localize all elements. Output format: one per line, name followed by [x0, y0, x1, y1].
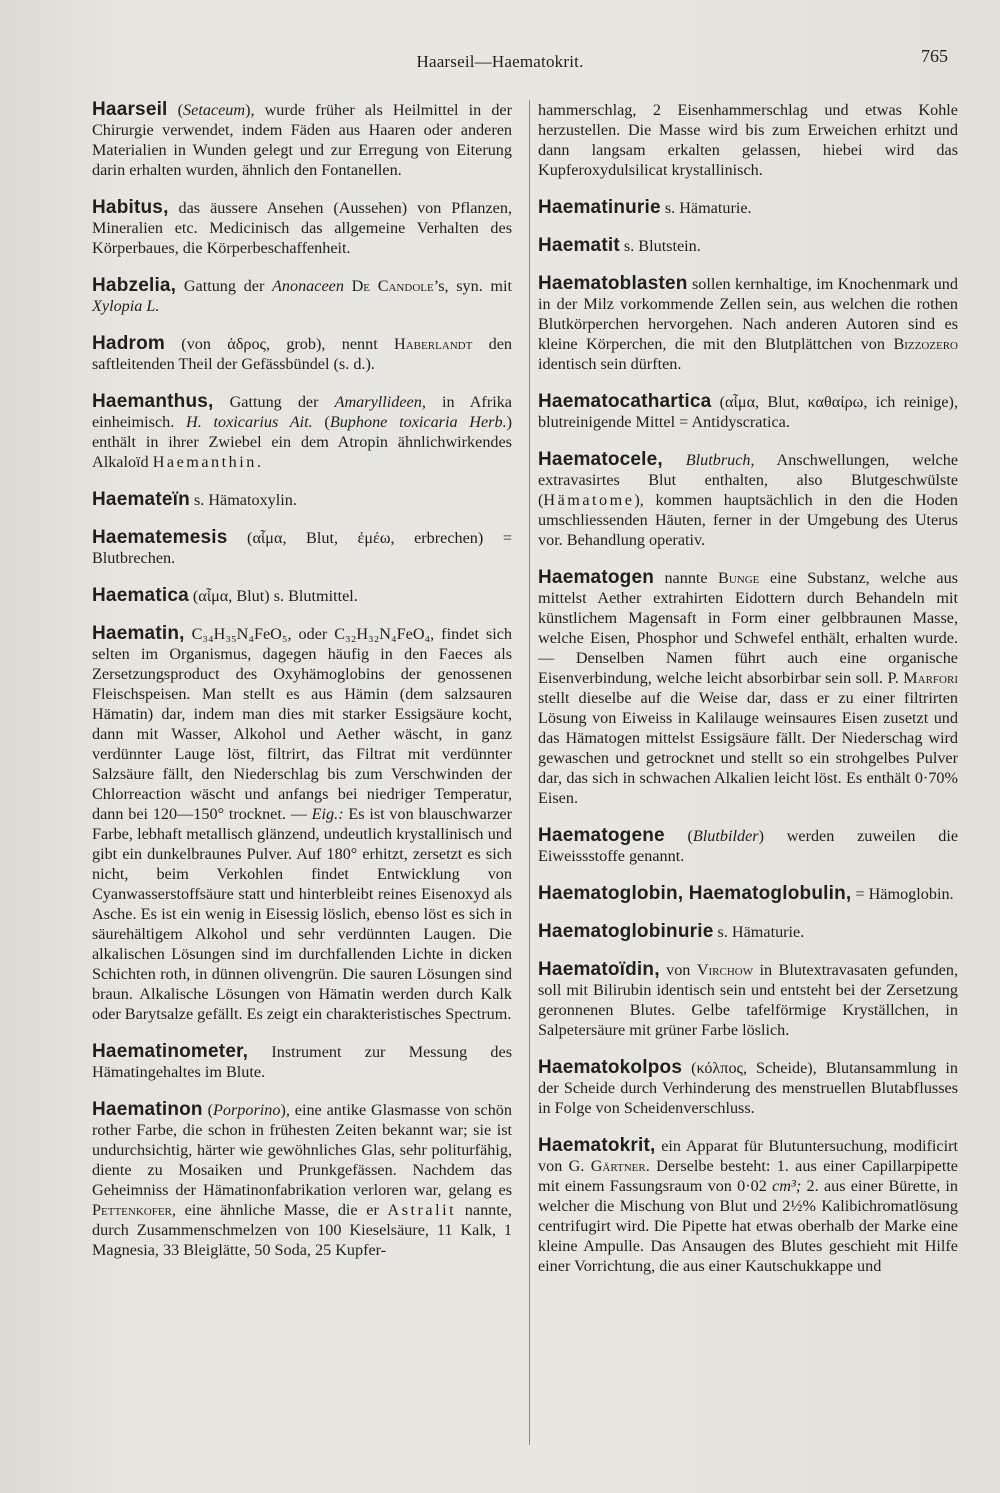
entry-emphasis: Porporino	[213, 1101, 281, 1119]
entry-emphasis: Haemanthin.	[152, 453, 264, 471]
dictionary-entry	[538, 236, 958, 256]
entry-headword: Haematoglobinurie	[538, 921, 714, 942]
entry-emphasis: G. Gärtner.	[568, 1157, 650, 1175]
entry-headword: Haematoïdin,	[538, 959, 660, 980]
entry-headword: Haematinometer,	[92, 1041, 249, 1062]
dictionary-entry	[92, 392, 512, 472]
entry-text: (	[167, 101, 184, 119]
entry-text: (αἷμα, Blut) s. Blutmittel.	[188, 587, 358, 605]
entry-text: Es ist von blauschwarzer Farbe, lebhaft metallisch glänzend, undeutlich krystallinisch und gibt ein dunkelbraunes Pulver. Auf 180° erhitzt, zersetzt es sich nicht, beim Verkohlen findet Entwicklung von Cyanwasserstoffsäure statt und hinterbleibt reines Eisenoxyd als Asche. Es ist ein wenig in Eisessig löslich, ebenso löst es sich in säurehältigem Alkohol und sehr verdünnten Laugen. Die alkalischen Lösungen sind im durchfallenden Lichte in dicken Schichten roth, in dünnen olivengrün. Die sauren Lösungen sind braun. Alkalische Lösungen von Hämatin werden durch Kalk oder Barytsalze gefällt. Es zeigt ein charakteristisches Spectrum.	[92, 805, 512, 1023]
right-column	[538, 100, 958, 1294]
dictionary-entry	[538, 1058, 958, 1118]
page-number: 765	[921, 46, 948, 66]
entry-text: s. Blutstein.	[619, 237, 701, 255]
entry-headword: Haematinurie	[538, 197, 661, 218]
dictionary-entry	[538, 568, 958, 808]
entry-text: ein Apparat für Blutuntersuchung, modificirt von	[538, 1137, 958, 1175]
entry-text: den saftleitenden Theil der Gefässbündel (s. d.).	[92, 335, 513, 373]
entry-emphasis: De Candole	[351, 277, 434, 295]
entry-text: Instrument zur Messung des Hämatingehaltes im Blute.	[92, 1043, 512, 1081]
entry-text: 2. aus einer Bürette, in welcher die Mischung von Blut und 2½% Kalibichromatlösung centrifugirt wird. Die Pipette hat etwas oberhalb der Marke eine kleine Ampulle. Das Ansaugen des Blutes geschieht mit Hilfe einer Vorrichtung, die aus einer Kautschukkappe und	[538, 1177, 959, 1275]
dictionary-entry	[538, 1136, 958, 1276]
dictionary-entry	[538, 960, 958, 1040]
page-header	[0, 46, 1000, 92]
entry-headword: Haemanthus,	[92, 391, 214, 412]
entry-headword: Haematoglobin, Haematoglobulin,	[538, 883, 852, 904]
entry-text: ), kommen hauptsächlich in den die Hoden umschliessenden Häuten, ferner in der Umgebung des Uterus vor. Behandlung operativ.	[538, 491, 958, 549]
entry-text: identisch sein dürften.	[538, 355, 682, 373]
entry-text: (κόλπος, Scheide), Blutansammlung in der Scheide durch Verhinderung des menstruellen Blutabflusses in Folge von Scheidenverschluss.	[538, 1059, 958, 1117]
entry-text: ), wurde früher als Heilmittel in der Chirurgie verwendet, indem Fäden aus Haaren oder anderen Materialien in Wunden gelegt und zur Erregung von Eiterung darin erhalten wurden, ähnlich den Fontanellen.	[92, 101, 513, 179]
dictionary-entry	[538, 450, 958, 550]
entry-headword: Haematinon	[92, 1099, 203, 1120]
entry-headword: Habzelia,	[92, 275, 177, 296]
entry-text: Gattung der	[176, 277, 273, 295]
entry-text: ) werden zuweilen die Eiweissstoffe genannt.	[538, 827, 959, 865]
entry-text: in Blutextravasaten gefunden, soll mit Bilirubin identisch sein und entsteht bei der Zersetzung geronnenen Blutes. Gelbe tafelförmige Kryställchen, in Salpetersäure mit grüner Farbe löslich.	[538, 961, 958, 1039]
entry-emphasis: cm³;	[772, 1177, 802, 1195]
entry-headword: Haematin,	[92, 623, 185, 644]
dictionary-entry	[92, 528, 512, 568]
dictionary-entry	[92, 198, 512, 258]
entry-emphasis: Buphone toxicaria Herb.	[329, 413, 507, 431]
dictionary-entry	[92, 334, 512, 374]
dictionary-entry	[92, 586, 512, 606]
entry-text: s. Hämaturie.	[713, 923, 805, 941]
left-column	[92, 100, 512, 1278]
entry-headword: Haematokrit,	[538, 1135, 656, 1156]
entry-headword: Haematogen	[538, 567, 655, 588]
entry-emphasis: P. Marfori	[887, 669, 958, 687]
dictionary-entry	[538, 198, 958, 218]
running-head: Haarseil—Haematokrit.	[416, 52, 584, 71]
entry-text: = Hämoglobin.	[851, 885, 954, 903]
entry-emphasis: Blutbruch,	[685, 451, 755, 469]
entry-text: sollen kernhaltige, im Knochenmark und in der Milz vorkommende Zellen sein, aus welchen die rothen Blutkörperchen hervorgehen. Nach anderen Autoren sind es kleine Körperchen, die mit den Blutplättchen von	[538, 275, 958, 353]
entry-text: eine Substanz, welche aus mittelst Aether extrahirten Eidottern durch Behandeln mit künstlichem Magensaft in Form einer gelbbraunen Masse, welche Eisen, Phosphor und Schwefel enthält, erhalten wurde. — Denselben Namen führt auch eine organische Eisenverbindung, welche leicht absorbirbar sein soll.	[538, 569, 958, 687]
entry-headword: Habitus,	[92, 197, 169, 218]
entry-headword: Haematocathartica	[538, 391, 712, 412]
column-divider	[529, 100, 530, 1445]
entry-headword: Haarseil	[92, 99, 168, 120]
entry-text: stellt dieselbe auf die Weise dar, dass er zu einer filtrirten Lösung von Eiweiss in Kalilauge weinsaures Eisen zusetzt und das Hämatogen mittelst Essigsäure fällt. Der Niederschag wird gewaschen und getrocknet und stellt so ein strohgelbes Pulver dar, das sich in schwachen Alkalien leicht löst. Es enthält 0·70% Eisen.	[538, 689, 958, 807]
entry-text: s. Hämaturie.	[660, 199, 752, 217]
entry-emphasis: Blutbilder	[692, 827, 759, 845]
entry-text: (	[202, 1101, 213, 1119]
entry-text: (	[664, 827, 693, 845]
entry-text: ’s, syn. mit	[433, 277, 513, 295]
dictionary-entry	[92, 276, 512, 316]
entry-text: (αἷμα, Blut, καθαίρω, ich reinige), blutreinigende Mittel = Antidyscratica.	[538, 393, 958, 431]
dictionary-entry	[538, 884, 958, 904]
entry-text: das äussere Ansehen (Aussehen) von Pflanzen, Mineralien etc. Medicinisch das allgemeine Verhalten des Körperbaues, die Körperbeschaffenheit.	[92, 199, 512, 257]
entry-emphasis: Amaryllideen,	[334, 393, 426, 411]
entry-emphasis: H. toxicarius Ait.	[186, 413, 313, 431]
entry-headword: Haematoblasten	[538, 273, 688, 294]
entry-text: C₃₄H₃₅N₄FeO₅, oder C₃₂H₃₂N₄FeO₄, findet sich selten im Organismus, dagegen häufig in den Faeces als Zersetzungsproduct des Oxyhämoglobins der genossenen Fleischspeisen. Man stellt es aus Hämin (dem salzsauren Hämatin) dar, indem man dies mit starker Essigsäure kocht, dann mit Wasser, Alkohol und Aether wäscht, in ganz verdünnter Lauge löst, filtrirt, das Filtrat mit verdünnter Salzsäure fällt, den Niederschlag bis zum Verschwinden der Chlorreaction wäscht und anfangs bei niedriger Temperatur, dann bei 120—150° trocknet. —	[92, 625, 512, 823]
entry-headword: Haematemesis	[92, 527, 228, 548]
entry-text: s. Hämatoxylin.	[189, 491, 297, 509]
entry-headword: Haematit	[538, 235, 620, 256]
entry-headword: Hadrom	[92, 333, 165, 354]
entry-emphasis: Setaceum	[183, 101, 246, 119]
entry-emphasis: Astralit	[387, 1201, 457, 1219]
entry-headword: Haemateïn	[92, 489, 190, 510]
entry-text	[344, 277, 352, 295]
entry-text: (αἷμα, Blut, ἐμέω, erbrechen) = Blutbrechen.	[92, 529, 512, 567]
entry-text: (von ἁδρος, grob), nennt	[165, 335, 395, 353]
entry-emphasis: Bunge	[718, 569, 760, 587]
dictionary-entry	[92, 1042, 512, 1082]
entry-text: Anschwellungen, welche extravasirtes Blut enthalten, also Blutgeschwülste (	[538, 451, 959, 509]
entry-text	[663, 451, 686, 469]
dictionary-entry	[538, 392, 958, 432]
dictionary-entry	[538, 826, 958, 866]
entry-emphasis: Hämatome	[543, 491, 635, 509]
dictionary-entry	[538, 274, 958, 374]
entry-text: in Afrika einheimisch.	[92, 393, 512, 431]
entry-text: Gattung der	[213, 393, 335, 411]
entry-text: eine ähnliche Masse, die er	[175, 1201, 388, 1219]
entry-emphasis: Haberlandt	[394, 335, 473, 353]
entry-emphasis: Xylopia L.	[92, 297, 160, 315]
dictionary-entry	[538, 922, 958, 942]
entry-headword: Haematokolpos	[538, 1057, 683, 1078]
entry-text: von	[659, 961, 697, 979]
entry-text: nannte	[654, 569, 719, 587]
dictionary-entry	[538, 100, 958, 180]
dictionary-entry	[92, 624, 512, 1024]
entry-emphasis: Bizzozero	[893, 335, 958, 353]
entry-headword: Haematogene	[538, 825, 665, 846]
entry-emphasis: Anonaceen	[272, 277, 344, 295]
entry-text: nannte, durch Zusammenschmelzen von 100 Kieselsäure, 11 Kalk, 1 Magnesia, 33 Bleiglätte, 50 Soda, 25 Kupfer-	[92, 1201, 512, 1259]
entry-text: Derselbe besteht: 1. aus einer Capillarpipette mit einem Fassungsraum von 0·02	[538, 1157, 958, 1195]
entry-text: (	[312, 413, 330, 431]
dictionary-entry	[92, 1100, 512, 1260]
dictionary-entry	[92, 100, 512, 180]
entry-headword: Haematica	[92, 585, 189, 606]
entry-text: hammerschlag, 2 Eisenhammerschlag und etwas Kohle herzustellen. Die Masse wird bis zum Erweichen erhitzt und dann langsam erkalten gelassen, hiebei wird das Kupferoxydulsilicat krystallinisch.	[538, 101, 958, 179]
entry-text: ) enthält in ihrer Zwiebel ein dem Atropin ähnlichwirkendes Alkaloïd	[92, 413, 513, 471]
entry-headword: Haematocele,	[538, 449, 663, 470]
entry-emphasis: Virchow	[696, 961, 754, 979]
entry-emphasis: Eig.:	[311, 805, 344, 823]
dictionary-entry	[92, 490, 512, 510]
entry-text: ), eine antike Glasmasse von schön rother Farbe, die schon in frühesten Zeiten bekannt war; sie ist undurchsichtig, härter wie gewöhnliches Glas, sehr politurfähig, diente zu Mosaiken und Prunkgefässen. Nachdem das Geheimniss der Hämatinonfabrikation verloren war, gelang es	[92, 1101, 512, 1199]
entry-emphasis: Pettenkofer,	[92, 1201, 176, 1219]
